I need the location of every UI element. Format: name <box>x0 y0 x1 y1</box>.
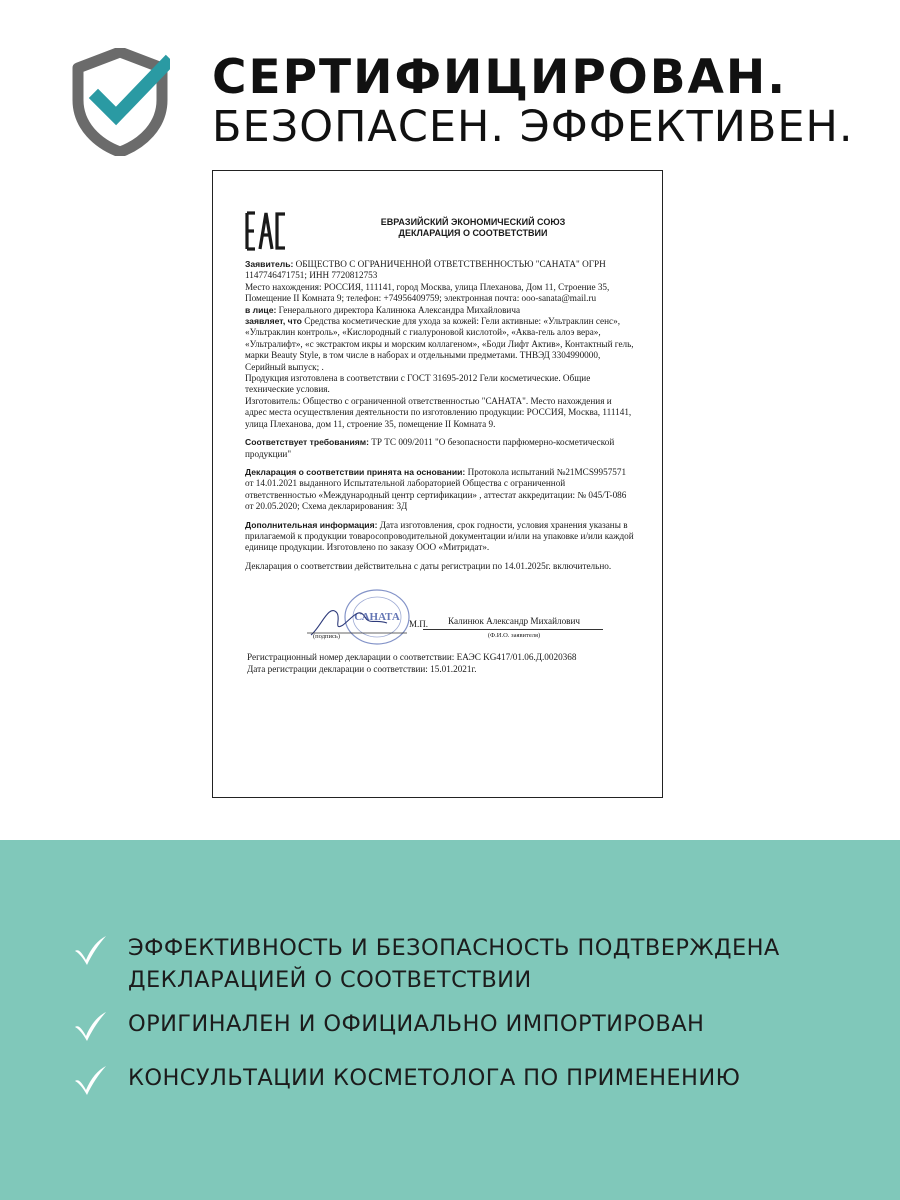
person-label: в лице: <box>245 304 277 315</box>
signer-line <box>423 629 603 630</box>
benefit-text: КОНСУЛЬТАЦИИ КОСМЕТОЛОГА ПО ПРИМЕНЕНИЮ <box>128 1065 741 1091</box>
applicant-text: ОБЩЕСТВО С ОГРАНИЧЕННОЙ ОТВЕТСТВЕННОСТЬЮ "САНАТА" ОГРН 1147746471751; ИНН 7720812753 <box>245 259 606 281</box>
benefit-line-2: ДЕКЛАРАЦИЕЙ О СООТВЕТСТВИИ <box>128 967 532 993</box>
check-icon <box>72 934 108 966</box>
applicant-label: Заявитель: <box>245 259 294 269</box>
company-stamp <box>307 589 417 649</box>
stamp-text: САНАТА <box>354 611 400 623</box>
signature-block <box>243 589 643 649</box>
page-title: СЕРТИФИЦИРОВАН. <box>212 50 788 105</box>
benefit-text <box>128 932 780 996</box>
benefit-line-1: ЭФФЕКТИВНОСТЬ И БЕЗОПАСНОСТЬ ПОДТВЕРЖДЕНА <box>128 935 780 961</box>
requirements-label: Соответствует требованиям: <box>245 437 369 448</box>
benefit-item <box>72 932 852 996</box>
requirements-text: ТР ТС 009/2011 "О безопасности парфюмерно-косметической продукции" <box>245 437 615 459</box>
signer-caption: (Ф.И.О. заявителя) <box>487 632 541 639</box>
produced: Продукция изготовлена в соответствии с ГОСТ 31695-2012 Гели косметические. Общие технические условия. <box>245 373 591 395</box>
document-body <box>245 259 635 572</box>
person-text: Генерального директора Калинюка Александра Михайловича <box>278 304 521 315</box>
reg-date: Дата регистрации декларации о соответствии: 15.01.2021г. <box>247 664 477 674</box>
basis-text: Протокола испытаний №21MCS9957571 от 14.01.2021 выданного Испытательной лабораторией Общества с ограниченной ответственностью «Международный центр сертификации» , аттестат аккредитации: № 045/T-086 от 20.05.2020; Схема декларирования: 3Д <box>245 466 627 512</box>
basis-label: Декларация о соответствии принята на основании: <box>245 466 466 477</box>
check-icon <box>72 1064 108 1096</box>
declares <box>245 316 635 373</box>
reg-number: Регистрационный номер декларации о соответствии: ЕАЭС KG417/01.06.Д.0020368 <box>247 652 577 662</box>
heading-line-1: ЕВРАЗИЙСКИЙ ЭКОНОМИЧЕСКИЙ СОЮЗ <box>380 217 566 227</box>
declares-label: заявляет, что <box>245 316 302 327</box>
benefit-item <box>72 1008 852 1042</box>
applicant <box>245 259 635 282</box>
benefit-item <box>72 1062 852 1096</box>
requirements <box>245 437 635 460</box>
signature-caption: (подпись) <box>313 633 340 640</box>
benefits-band <box>0 840 900 1200</box>
shield-check-icon <box>70 48 170 156</box>
extra-label: Дополнительная информация: <box>245 519 378 530</box>
check-icon <box>72 1010 108 1042</box>
registration-info <box>247 651 637 675</box>
basis <box>245 467 635 513</box>
extra-info <box>245 520 635 554</box>
validity: Декларация о соответствии действительна с даты регистрации по 14.01.2025г. включительно. <box>245 560 612 571</box>
extra-text: Дата изготовления, срок годности, условия хранения указаны в прилагаемой к продукции товаросопроводительной документации и/или на упаковке и/или каждой единице продукции. Изготовлено по заказу ООО «Митридат». <box>245 519 634 553</box>
manufacturer: Изготовитель: Общество с ограниченной ответственностью "САНАТА". Место нахождения и адрес места осуществления деятельности по изготовлению продукции: РОССИЯ, Москва, 111141, улица Плеханова, дом 11, строение 35, помещение II Комната 9. <box>245 395 632 429</box>
signer-name: Калинюк Александр Михайлович <box>447 616 581 626</box>
benefit-text: ОРИГИНАЛЕН И ОФИЦИАЛЬНО ИМПОРТИРОВАН <box>128 1011 705 1037</box>
eac-logo <box>245 211 287 251</box>
declares-text: Средства косметические для ухода за кожей: Гели активные: «Ультраклин сенс», «Ультраклин контроль», «Кислородный с гиалуроновой кислотой», «Аква-гель алоэ вера», «Ультралифт», «с экстрактом икры и морским коллагеном», «Боди Лифт Актив», Контактный гель, марки Beauty Style, в том числе в наборах и отдельными предметами. ТНВЭД 3304990000, Серийный выпуск; . <box>245 316 634 372</box>
heading-line-2: ДЕКЛАРАЦИЯ О СООТВЕТСТВИИ <box>398 228 548 238</box>
header <box>0 0 900 165</box>
person <box>245 305 635 316</box>
page-subtitle: БЕЗОПАСЕН. ЭФФЕКТИВЕН. <box>212 102 854 152</box>
declaration-document <box>212 170 663 798</box>
address: Место нахождения: РОССИЯ, 111141, город Москва, улица Плеханова, Дом 11, Строение 35, Помещение II Комната 9; телефон: +74956409759; электронная почта: ooo-sanata@mail.ru <box>245 281 610 304</box>
mp-label: М.П. <box>409 619 429 629</box>
document-heading <box>323 217 623 239</box>
